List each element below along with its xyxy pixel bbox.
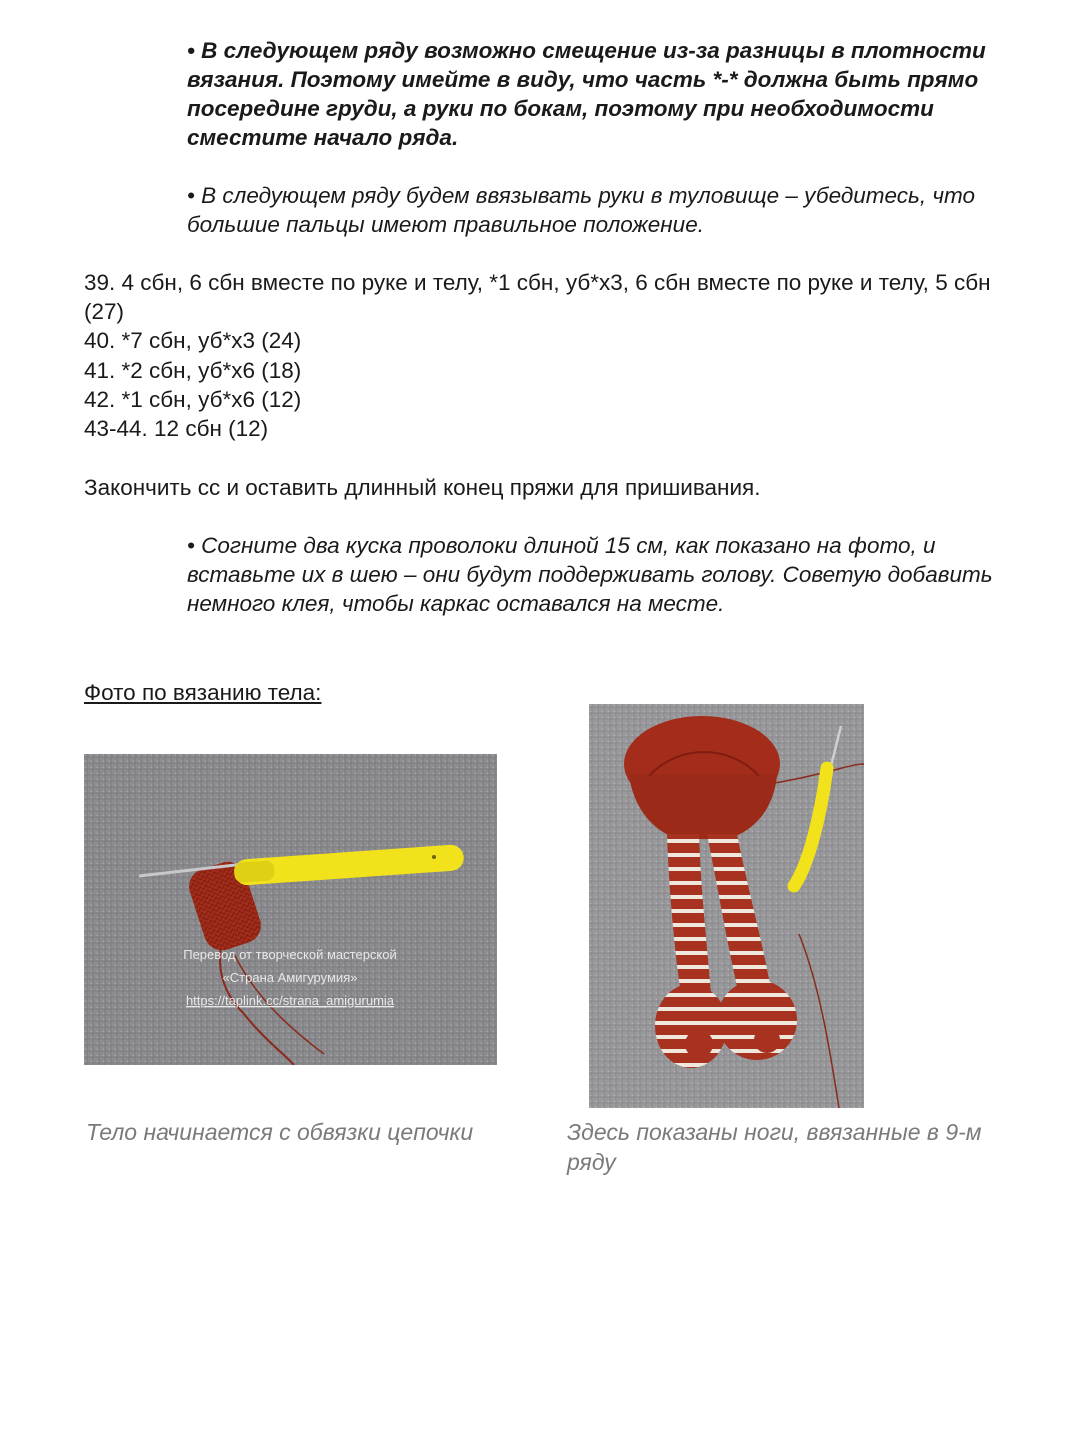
row-43-44: 43-44. 12 сбн (12) bbox=[84, 416, 269, 442]
row-41: 41. *2 сбн, уб*х6 (18) bbox=[84, 357, 302, 383]
photo-chain-start bbox=[84, 754, 497, 1065]
row-40: 40. *7 сбн, уб*х3 (24) bbox=[84, 328, 302, 354]
photo-legs bbox=[589, 704, 864, 1108]
caption-legs: Здесь показаны ноги, ввязанные в 9-м ряду bbox=[567, 1119, 982, 1175]
note-wire-frame: • Согните два куска проволоки длиной 15 см, как показано на фото, и вставьте их в шею – они будут поддерживать голову. Советую добавить немного клея, чтобы каркас оставался на месте. bbox=[187, 533, 993, 616]
finish-instruction: Закончить сс и оставить длинный конец пряжи для пришивания. bbox=[84, 475, 761, 500]
watermark-line-2: «Страна Амигурумия» bbox=[222, 970, 358, 985]
watermark-line-3: https://taplink.cc/strana_amigurumia bbox=[185, 993, 395, 1008]
row-39: 39. 4 сбн, 6 сбн вместе по руке и телу, *1 сбн, уб*х3, 6 сбн вместе по руке и телу, 5 сбн (27) bbox=[84, 270, 991, 325]
note-row-shift: • В следующем ряду возможно смещение из-за разницы в плотности вязания. Поэтому имейте в виду, что часть *-* должна быть прямо посередине груди, а руки по бокам, поэтому при необходимости сместите начало ряда. bbox=[187, 38, 986, 150]
note-arms-position: • В следующем ряду будем ввязывать руки в туловище – убедитесь, что большие пальцы имеют правильное положение. bbox=[187, 183, 976, 237]
watermark-line-1: Перевод от творческой мастерской bbox=[183, 947, 397, 962]
row-42: 42. *1 сбн, уб*х6 (12) bbox=[84, 386, 302, 412]
photo-section-title: Фото по вязанию тела: bbox=[84, 680, 322, 705]
caption-chain-start: Тело начинается с обвязки цепочки bbox=[86, 1119, 474, 1145]
row-instructions bbox=[84, 268, 1034, 443]
